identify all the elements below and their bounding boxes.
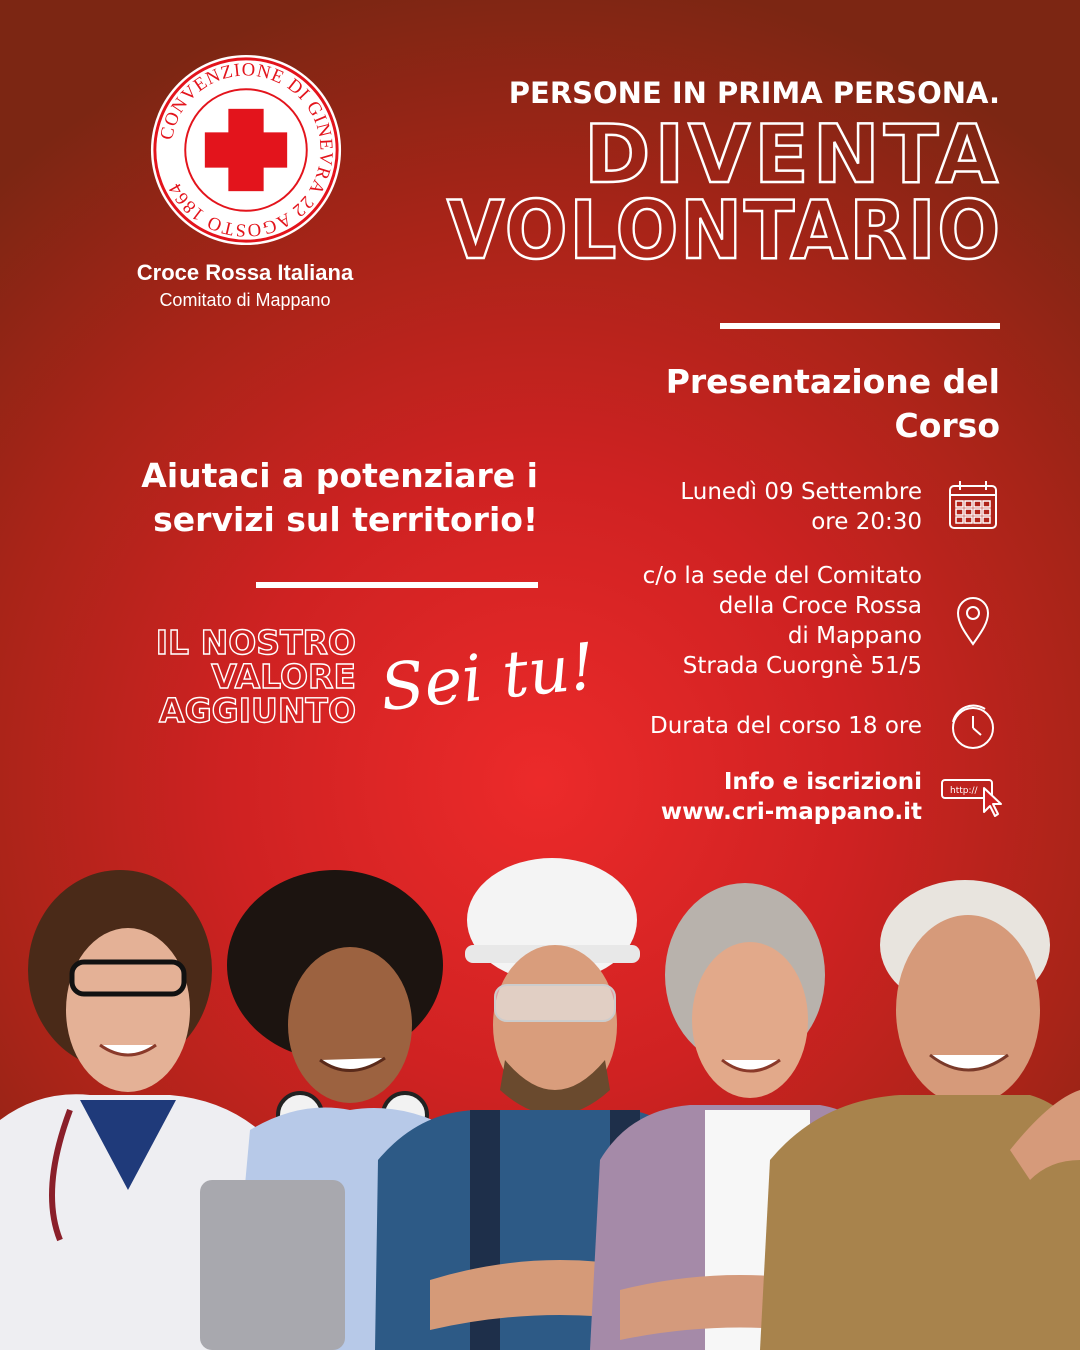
location-pin-icon [945,592,1001,648]
value-line2: VALORE [211,657,356,696]
divider [720,323,1000,329]
web-cursor-icon [940,772,1006,820]
red-cross-logo [148,52,344,248]
org-subtitle: Comitato di Mappano [159,290,331,310]
info-web: Info e iscrizioni www.cri-mappano.it [562,767,922,827]
clock-icon [945,700,1001,756]
info-date: Lunedì 09 Settembre ore 20:30 [680,479,922,535]
headline-line2: VOLONTARIO [447,184,1002,277]
value-line3: AGGIUNTO [159,691,356,730]
divider [256,582,538,588]
web-icon-text: http:// [950,786,978,796]
svg-text:CONVENZIONE DI GINEVRA 22 AGOS: CONVENZIONE DI GINEVRA 22 AGOSTO 1864 [156,59,337,241]
value-line1: IL NOSTRO [155,623,356,662]
org-name: Croce Rossa Italiana [136,260,354,285]
value-outline-text [130,620,370,730]
volunteers-photo [0,860,1080,1350]
info-place: c/o la sede del Comitato della Croce Rossa di Mappano Strada Cuorgnè 51/5 [642,563,922,679]
headline [430,108,1010,277]
info-duration: Durata del corso 18 ore [649,713,922,739]
script-text: Sei tu! [376,630,599,727]
headline-line1: DIVENTA [584,108,1002,201]
calendar-icon [945,478,1001,534]
tagline: PERSONE IN PRIMA PERSONA. [508,76,1000,110]
slogan: Aiutaci a potenziare i servizi sul territorio! [141,456,538,539]
section-title: Presentazione del Corso [665,362,1000,445]
website-link[interactable]: www.cri-mappano.it [660,799,922,825]
